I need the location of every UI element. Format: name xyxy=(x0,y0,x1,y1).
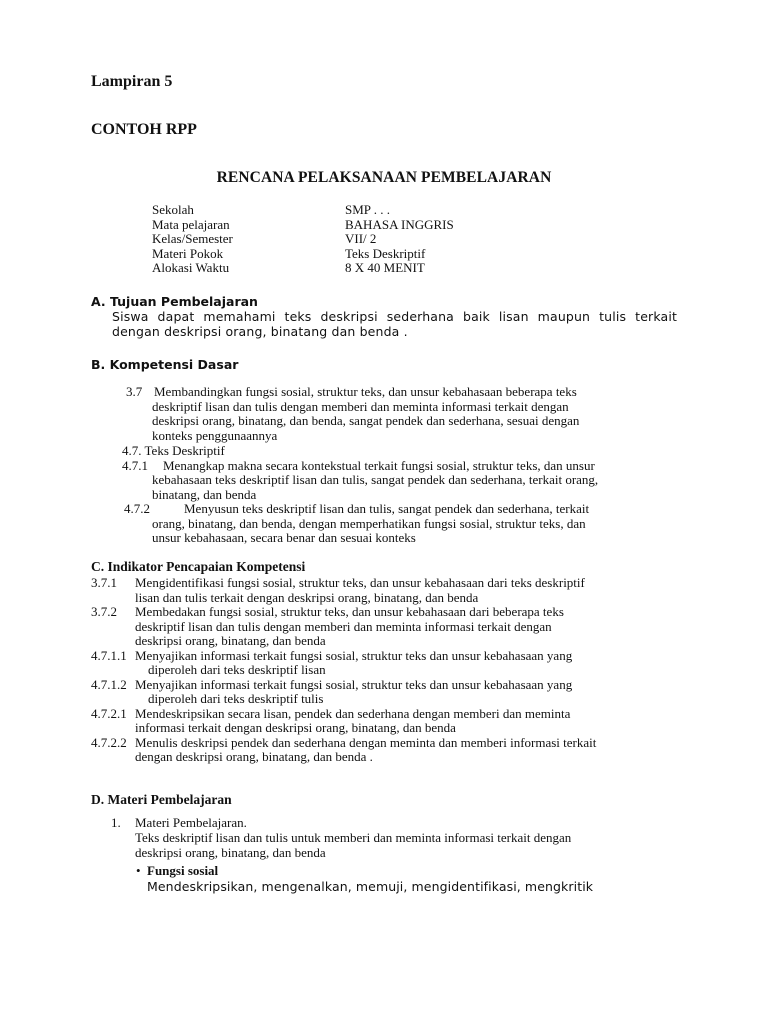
fungsi-sosial-label: Fungsi sosial xyxy=(147,863,219,878)
kd-text-cont: binatang, dan benda xyxy=(152,486,257,502)
indicator-text-cont: diperoleh dari teks deskriptif tulis xyxy=(148,691,324,706)
section-a-heading: A. Tujuan Pembelajaran xyxy=(91,294,258,309)
kd-text-cont: deskripsi orang, binatang, dan benda, sangat pendek dan sederhana, sesuai dengan xyxy=(152,413,580,428)
identity-value: 8 X 40 MENIT xyxy=(345,260,425,275)
materi-item-text: Teks deskriptif lisan dan tulis untuk memberi dan meminta informasi terkait dengan xyxy=(135,830,572,845)
identity-value: Teks Deskriptif xyxy=(345,245,426,261)
materi-item-number: 1. xyxy=(111,815,121,830)
indicator-text-cont: informasi terkait dengan deskripsi orang, binatang, dan benda xyxy=(135,720,456,735)
indicator-text-cont: lisan dan tulis terkait dengan deskripsi orang, binatang, dan benda xyxy=(135,589,479,605)
kd-text: Membandingkan fungsi sosial, struktur teks, dan unsur kebahasaan beberapa teks xyxy=(154,384,577,399)
kd-text-cont: konteks penggunaannya xyxy=(152,427,278,443)
kd-number: 4.7.2 xyxy=(124,501,150,516)
identity-value: VII/ 2 xyxy=(345,231,377,246)
indicator-text: Membedakan fungsi sosial, struktur teks, dan unsur kebahasaan dari beberapa teks xyxy=(135,604,564,619)
indicator-text: Mengidentifikasi fungsi sosial, struktur teks, dan unsur kebahasaan dari teks deskriptif xyxy=(135,575,585,590)
contoh-rpp-heading: CONTOH RPP xyxy=(91,121,197,138)
identity-label: Alokasi Waktu xyxy=(152,260,230,275)
kd-subheading: 4.7. Teks Deskriptif xyxy=(122,443,225,458)
indicator-text-cont: deskripsi orang, binatang, dan benda xyxy=(135,633,326,648)
indicator-text: Menyajikan informasi terkait fungsi sosial, struktur teks dan unsur kebahasaan yang xyxy=(135,647,573,663)
kd-text: Menyusun teks deskriptif lisan dan tulis, sangat pendek dan sederhana, terkait xyxy=(184,501,590,516)
section-a-text: Siswa dapat memahami teks deskripsi sederhana baik lisan maupun tulis terkait dengan deskripsi orang, binatang dan benda . xyxy=(112,309,677,339)
indicator-number: 3.7.1 xyxy=(91,575,117,590)
kd-number: 3.7 xyxy=(126,384,143,399)
indicator-text-cont: deskriptif lisan dan tulis dengan memberi dan meminta informasi terkait dengan xyxy=(135,618,552,634)
indicator-number: 4.7.2.1 xyxy=(91,705,127,721)
kd-text: Menangkap makna secara kontekstual terkait fungsi sosial, struktur teks, dan unsur xyxy=(163,457,595,473)
indicator-text: Menyajikan informasi terkait fungsi sosial, struktur teks dan unsur kebahasaan yang xyxy=(135,676,573,692)
indicator-text-cont: diperoleh dari teks deskriptif lisan xyxy=(148,662,326,677)
identity-label: Materi Pokok xyxy=(152,245,224,261)
indicator-number: 4.7.1.1 xyxy=(91,647,127,663)
identity-value: SMP . . . xyxy=(345,202,391,217)
section-d-heading: D. Materi Pembelajaran xyxy=(91,792,232,807)
indicator-number: 3.7.2 xyxy=(91,604,117,619)
bullet: • xyxy=(136,863,141,878)
kd-number: 4.7.1 xyxy=(122,457,148,473)
identity-label: Kelas/Semester xyxy=(152,231,233,246)
section-c-heading: C. Indikator Pencapaian Kompetensi xyxy=(91,559,306,574)
materi-item-label: Materi Pembelajaran. xyxy=(135,815,247,830)
materi-item-text: deskripsi orang, binatang, dan benda xyxy=(135,844,326,860)
identity-label: Sekolah xyxy=(152,202,194,217)
indicator-text: Menulis deskripsi pendek dan sederhana dengan meminta dan memberi informasi terkait xyxy=(135,734,597,750)
indicator-number: 4.7.2.2 xyxy=(91,734,127,750)
kd-text-cont: orang, binatang, dan benda, dengan memperhatikan fungsi sosial, struktur teks, dan xyxy=(152,515,586,531)
indicator-text: Mendeskripsikan secara lisan, pendek dan sederhana dengan memberi dan meminta xyxy=(135,705,571,721)
identity-label: Mata pelajaran xyxy=(152,216,230,232)
kd-text-cont: unsur kebahasaan, secara benar dan sesuai konteks xyxy=(152,530,416,545)
indicator-text-cont: dengan deskripsi orang, binatang, dan benda . xyxy=(135,749,373,764)
fungsi-sosial-text: Mendeskripsikan, mengenalkan, memuji, mengidentifikasi, mengkritik xyxy=(147,879,594,894)
indicator-number: 4.7.1.2 xyxy=(91,676,127,692)
kd-text-cont: deskriptif lisan dan tulis dengan memberi dan meminta informasi terkait dengan xyxy=(152,398,569,414)
section-b-heading: B. Kompetensi Dasar xyxy=(91,357,239,372)
lampiran-label: Lampiran 5 xyxy=(91,73,173,90)
identity-value: BAHASA INGGRIS xyxy=(345,216,454,232)
document-title: RENCANA PELAKSANAAN PEMBELAJARAN xyxy=(216,169,552,186)
kd-text-cont: kebahasaan teks deskriptif lisan dan tulis, sangat pendek dan sederhana, terkait orang, xyxy=(152,472,599,487)
